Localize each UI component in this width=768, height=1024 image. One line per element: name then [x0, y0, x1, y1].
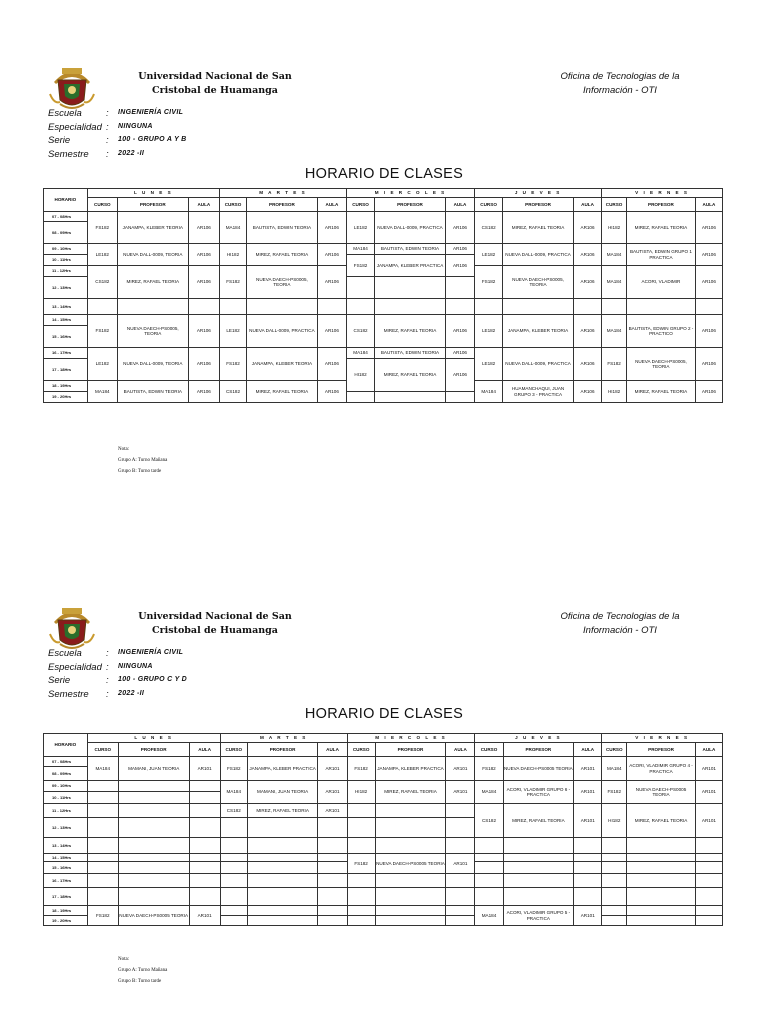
course-cell: FS182	[475, 266, 503, 299]
note-line: Grupo A: Turno Mañana	[118, 458, 168, 463]
course-cell: FS182	[219, 266, 246, 299]
hour-label: 15 - 16Hrs	[44, 326, 88, 348]
info-value: 2022 -II	[118, 149, 145, 157]
header-day: J U E V E S	[475, 189, 602, 198]
teacher-cell: NUEVA DALL-0009, PRACTICA	[247, 315, 318, 348]
col-profesor: PROFESOR	[627, 743, 696, 757]
university-name	[130, 610, 300, 638]
info-value: NINGUNA	[118, 662, 153, 670]
room-cell: AR106	[317, 244, 346, 266]
room-cell: AR101	[446, 757, 475, 781]
teacher-cell: MIREZ, RAFAEL TEORIA	[627, 804, 696, 838]
teacher-cell: NUEVA DAECH-PS0005, TEORIA	[117, 315, 188, 348]
teacher-cell: NUEVA DALL-0009, PRACTICA	[503, 348, 574, 381]
header-day: V I E R N E S	[602, 734, 723, 743]
col-profesor: PROFESOR	[117, 198, 188, 212]
header-day: J U E V E S	[475, 734, 602, 743]
room-cell: AR106	[317, 266, 346, 299]
course-cell: MA184	[602, 315, 627, 348]
info-label: Serie	[48, 675, 71, 686]
course-cell: MA184	[602, 757, 627, 781]
info-label: Semestre	[48, 148, 89, 160]
col-profesor: PROFESOR	[503, 198, 574, 212]
col-profesor: PROFESOR	[375, 198, 446, 212]
course-cell: MA184	[219, 212, 246, 244]
room-cell: AR101	[446, 781, 475, 804]
col-curso: CURSO	[87, 198, 117, 212]
room-cell: AR106	[317, 212, 346, 244]
room-cell: AR106	[317, 381, 346, 403]
course-cell: CS182	[475, 212, 503, 244]
room-cell: AR106	[188, 315, 219, 348]
col-curso: CURSO	[219, 198, 246, 212]
teacher-cell: MIREZ, RAFAEL TEORIA	[627, 381, 696, 403]
teacher-cell: MIREZ, RAFAEL TEORIA	[375, 359, 446, 392]
col-curso: CURSO	[602, 198, 627, 212]
room-cell: AR101	[189, 906, 220, 926]
info-value: INGENIERÍA CIVIL	[118, 109, 184, 116]
hour-label: 10 - 11Hrs	[44, 792, 88, 804]
teacher-cell: MIREZ, RAFAEL TEORIA	[247, 244, 318, 266]
hour-label: 18 - 19Hrs	[44, 906, 88, 916]
course-cell: HI182	[602, 212, 627, 244]
teacher-cell: MAMANI, JUAN TEORIA	[247, 781, 318, 804]
col-curso: CURSO	[346, 198, 374, 212]
office-name	[535, 610, 705, 638]
room-cell: AR106	[445, 315, 474, 348]
course-cell: MA184	[87, 757, 118, 781]
col-aula: AULA	[317, 198, 346, 212]
note-line: Grupo B: Turno tarde	[118, 979, 162, 984]
col-curso: CURSO	[220, 743, 247, 757]
teacher-cell: BAUTISTA, EDWIN TEORIA	[375, 348, 446, 359]
hour-label: 15 - 16Hrs	[44, 862, 88, 874]
room-cell: AR101	[574, 781, 602, 804]
teacher-cell: NUEVA DAECH-PS0005 TEORIA	[503, 757, 574, 781]
room-cell: AR106	[445, 348, 474, 359]
teacher-cell: JANAMPA, KLEBER PRACTICA	[247, 757, 318, 781]
col-profesor: PROFESOR	[503, 743, 574, 757]
room-cell: AR106	[317, 315, 346, 348]
course-cell: FS182	[220, 757, 247, 781]
info-label: Especialidad	[48, 121, 102, 133]
header-day: L U N E S	[87, 189, 219, 198]
col-aula: AULA	[445, 198, 474, 212]
university-line-1: Universidad Nacional de San	[138, 71, 292, 82]
room-cell: AR101	[695, 781, 722, 804]
room-cell: AR106	[445, 359, 474, 392]
course-cell: FS182	[602, 781, 627, 804]
room-cell: AR106	[188, 381, 219, 403]
info-value: 100 - GRUPO A Y B	[118, 136, 187, 143]
teacher-cell: NUEVA DALL-0009, TEORIA	[117, 348, 188, 381]
room-cell: AR106	[445, 255, 474, 277]
hour-label: 14 - 15Hrs	[44, 315, 88, 326]
teacher-cell: MIREZ, RAFAEL TEORIA	[503, 212, 574, 244]
hour-label: 08 - 09Hrs	[44, 222, 88, 244]
header-horario: HORARIO	[44, 734, 88, 757]
col-aula: AULA	[695, 198, 722, 212]
info-label: Especialidad	[48, 661, 102, 673]
room-cell: AR106	[573, 348, 601, 381]
hour-label: 18 - 19Hrs	[44, 381, 88, 392]
course-cell: FS182	[602, 348, 627, 381]
room-cell: AR106	[445, 244, 474, 255]
course-cell: LE182	[346, 212, 374, 244]
col-curso: CURSO	[347, 743, 375, 757]
col-aula: AULA	[189, 743, 220, 757]
course-cell: CS182	[87, 266, 117, 299]
course-cell: MA184	[602, 244, 627, 266]
room-cell: AR106	[695, 348, 722, 381]
col-profesor: PROFESOR	[375, 743, 446, 757]
room-cell: AR106	[573, 212, 601, 244]
info-label: Escuela	[48, 648, 82, 659]
info-value: 100 - GRUPO C Y D	[118, 676, 188, 683]
room-cell: AR106	[188, 266, 219, 299]
course-cell: LE182	[475, 315, 503, 348]
info-label: Serie	[48, 135, 71, 146]
room-cell: AR106	[188, 244, 219, 266]
teacher-cell: NUEVA DAECH-PS0005, TEORIA	[627, 348, 696, 381]
office-line-2: Información - OTI	[583, 625, 657, 636]
office-name	[535, 70, 705, 98]
room-cell: AR101	[318, 757, 347, 781]
header-horario: HORARIO	[44, 189, 88, 212]
teacher-cell: BAUTISTA, EDWIN TEORIA	[247, 212, 318, 244]
hour-label: 12 - 13Hrs	[44, 277, 88, 299]
info-value: INGENIERÍA CIVIL	[118, 649, 184, 656]
course-cell: MA184	[602, 266, 627, 299]
hour-label: 16 - 17Hrs	[44, 348, 88, 359]
office-line-2: Información - OTI	[583, 85, 657, 96]
course-cell: FS182	[347, 757, 375, 781]
course-cell: MA184	[220, 781, 247, 804]
hour-label: 13 - 14Hrs	[44, 299, 88, 315]
room-cell: AR106	[695, 244, 722, 266]
office-line-1: Oficina de Tecnologias de la	[560, 611, 680, 622]
col-profesor: PROFESOR	[118, 743, 189, 757]
header-day: M A R T E S	[219, 189, 346, 198]
teacher-cell: NUEVA DALL-0009, PRACTICA	[375, 212, 446, 244]
office-line-1: Oficina de Tecnologias de la	[560, 71, 680, 82]
course-cell: LE182	[475, 348, 503, 381]
teacher-cell: MIREZ, RAFAEL TEORIA	[627, 212, 696, 244]
room-cell: AR106	[695, 315, 722, 348]
col-profesor: PROFESOR	[247, 198, 318, 212]
teacher-cell: ACORI, VLADIMIR GRUPO 5 - PRACTICA	[503, 906, 574, 926]
course-cell: LE182	[475, 244, 503, 266]
hour-label: 07 - 08Hrs	[44, 757, 88, 767]
hour-label: 13 - 14Hrs	[44, 838, 88, 854]
room-cell: AR101	[189, 757, 220, 781]
course-cell: LE182	[219, 315, 246, 348]
course-cell: CS182	[219, 381, 246, 403]
teacher-cell: HUAMANCHAQUI, JUAN GRUPO 3 - PRACTICA	[503, 381, 574, 403]
teacher-cell: JANAMPA, KLEBER TEORIA	[247, 348, 318, 381]
course-cell: FS182	[219, 348, 246, 381]
course-cell: FS182	[346, 255, 374, 277]
room-cell: AR101	[574, 906, 602, 926]
room-cell: AR106	[573, 315, 601, 348]
course-cell: FS182	[87, 212, 117, 244]
note-line: Nota:	[118, 957, 130, 962]
room-cell: AR101	[574, 757, 602, 781]
teacher-cell: BAUTISTA, EDWIN GRUPO 1 PRACTICA	[627, 244, 696, 266]
hour-label: 11 - 12Hrs	[44, 266, 88, 277]
teacher-cell: MAMANI, JUAN TEORIA	[118, 757, 189, 781]
university-name	[130, 70, 300, 98]
note-line: Grupo B: Turno tarde	[118, 469, 162, 474]
hour-label: 08 - 09Hrs	[44, 767, 88, 781]
teacher-cell: JANAMPA, KLEBER TEORIA	[503, 315, 574, 348]
teacher-cell: JANAMPA, KLEBER PRACTICA	[375, 255, 446, 277]
course-cell: LE182	[87, 348, 117, 381]
course-cell: MA184	[87, 381, 117, 403]
university-line-2: Cristobal de Huamanga	[152, 85, 278, 96]
course-cell: MA184	[346, 348, 374, 359]
room-cell: AR106	[573, 381, 601, 403]
page-title: HORARIO DE CLASES	[304, 166, 464, 182]
col-curso: CURSO	[602, 743, 627, 757]
hour-label: 10 - 11Hrs	[44, 255, 88, 266]
schedule-table	[43, 733, 723, 926]
university-crest-icon	[46, 64, 98, 112]
col-aula: AULA	[695, 743, 722, 757]
teacher-cell: BAUTISTA, EDWIN GRUPO 2 - PRACTICO	[627, 315, 696, 348]
course-cell: FS182	[347, 854, 375, 874]
col-aula: AULA	[318, 743, 347, 757]
hour-label: 19 - 20Hrs	[44, 392, 88, 403]
teacher-cell: NUEVA DAECH-PS0005 TEORIA	[375, 854, 446, 874]
course-cell: HI182	[219, 244, 246, 266]
room-cell: AR106	[573, 244, 601, 266]
course-cell: HI182	[347, 781, 375, 804]
university-line-1: Universidad Nacional de San	[138, 611, 292, 622]
room-cell: AR101	[695, 757, 722, 781]
room-cell: AR101	[695, 804, 722, 838]
info-value: NINGUNA	[118, 122, 153, 130]
teacher-cell: ACORI, VLADIMIR GRUPO 4 - PRACTICA	[627, 757, 696, 781]
page-title: HORARIO DE CLASES	[304, 706, 464, 722]
teacher-cell: MIREZ, RAFAEL TEORIA	[117, 266, 188, 299]
col-curso: CURSO	[475, 743, 503, 757]
col-curso: CURSO	[87, 743, 118, 757]
teacher-cell: NUEVA DAECH-PS0005 TEORIA	[118, 906, 189, 926]
hour-label: 17 - 18Hrs	[44, 359, 88, 381]
teacher-cell: ACORI, VLADIMIR	[627, 266, 696, 299]
teacher-cell: BAUTISTA, EDWIN TEORIA	[117, 381, 188, 403]
teacher-cell: NUEVA DALL-0009, TEORIA	[117, 244, 188, 266]
course-cell: HI182	[346, 359, 374, 392]
hour-label: 16 - 17Hrs	[44, 874, 88, 888]
room-cell: AR106	[188, 348, 219, 381]
teacher-cell: NUEVA DAECH-PS0005 TEORIA	[627, 781, 696, 804]
header-day: M A R T E S	[220, 734, 347, 743]
col-aula: AULA	[574, 743, 602, 757]
room-cell: AR101	[446, 854, 475, 874]
teacher-cell: NUEVA DALL-0009, PRACTICA	[503, 244, 574, 266]
info-value: 2022 -II	[118, 689, 145, 697]
room-cell: AR101	[318, 781, 347, 804]
hour-label: 09 - 10Hrs	[44, 781, 88, 792]
room-cell: AR101	[574, 804, 602, 838]
teacher-cell: ACORI, VLADIMIR GRUPO 6 - PRACTICA	[503, 781, 574, 804]
course-cell: FS182	[87, 315, 117, 348]
course-cell: MA184	[346, 244, 374, 255]
course-cell: CS182	[220, 804, 247, 818]
room-cell: AR106	[695, 381, 722, 403]
header-day: V I E R N E S	[602, 189, 723, 198]
university-line-2: Cristobal de Huamanga	[152, 625, 278, 636]
teacher-cell: MIREZ, RAFAEL TEORIA	[503, 804, 574, 838]
teacher-cell: NUEVA DAECH-PS0005, TEORIA	[503, 266, 574, 299]
course-cell: MA184	[475, 781, 503, 804]
teacher-cell: MIREZ, RAFAEL TEORIA	[375, 315, 446, 348]
schedule-table	[43, 188, 723, 403]
note-line: Nota:	[118, 447, 130, 452]
course-cell: FS182	[87, 906, 118, 926]
teacher-cell: JANAMPA, KLEBER PRACTICA	[375, 757, 446, 781]
info-label: Semestre	[48, 688, 89, 700]
course-cell: MA184	[475, 381, 503, 403]
teacher-cell: JANAMPA, KLEBER TEORIA	[117, 212, 188, 244]
room-cell: AR106	[445, 212, 474, 244]
hour-label: 11 - 12Hrs	[44, 804, 88, 818]
hour-label: 19 - 20Hrs	[44, 916, 88, 926]
hour-label: 07 - 08Hrs	[44, 212, 88, 222]
note-line: Grupo A: Turno Mañana	[118, 968, 168, 973]
course-cell: CS182	[346, 315, 374, 348]
hour-label: 17 - 18Hrs	[44, 888, 88, 906]
hour-label: 09 - 10Hrs	[44, 244, 88, 255]
header-day: L U N E S	[87, 734, 220, 743]
hour-label: 12 - 13Hrs	[44, 818, 88, 838]
course-cell: CS182	[475, 804, 503, 838]
teacher-cell: MIREZ, RAFAEL TEORIA	[247, 381, 318, 403]
room-cell: AR106	[317, 348, 346, 381]
course-cell: LE182	[87, 244, 117, 266]
notes	[118, 954, 167, 987]
room-cell: AR106	[573, 266, 601, 299]
col-profesor: PROFESOR	[627, 198, 696, 212]
teacher-cell: NUEVA DAECH-PS0005, TEORIA	[247, 266, 318, 299]
course-cell: MA184	[475, 906, 503, 926]
col-aula: AULA	[188, 198, 219, 212]
teacher-cell: BAUTISTA, EDWIN TEORIA	[375, 244, 446, 255]
col-aula: AULA	[446, 743, 475, 757]
notes	[118, 444, 167, 477]
header-day: M I E R C O L E S	[347, 734, 475, 743]
col-profesor: PROFESOR	[247, 743, 318, 757]
teacher-cell: MIREZ, RAFAEL TEORIA	[375, 781, 446, 804]
info-label: Escuela	[48, 108, 82, 119]
hour-label: 14 - 15Hrs	[44, 854, 88, 862]
col-aula: AULA	[573, 198, 601, 212]
course-cell: FS182	[475, 757, 503, 781]
university-crest-icon	[46, 604, 98, 652]
col-curso: CURSO	[475, 198, 503, 212]
room-cell: AR101	[318, 804, 347, 818]
header-day: M I E R C O L E S	[346, 189, 474, 198]
room-cell: AR106	[695, 266, 722, 299]
course-cell: HI182	[602, 804, 627, 838]
course-cell: HI182	[602, 381, 627, 403]
teacher-cell: MIREZ, RAFAEL TEORIA	[247, 804, 318, 818]
room-cell: AR106	[695, 212, 722, 244]
room-cell: AR106	[188, 212, 219, 244]
